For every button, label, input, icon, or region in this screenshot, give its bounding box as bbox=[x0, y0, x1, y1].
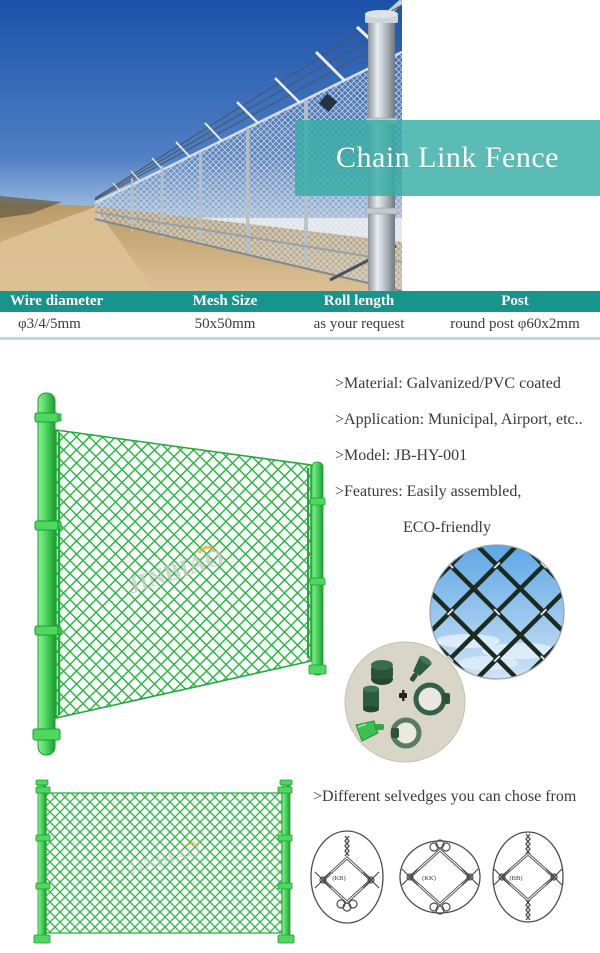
ring-clamp-icon bbox=[391, 720, 419, 746]
selvedge-label-bb: (BB) bbox=[509, 875, 523, 882]
spec-model: >Model: JB-HY-001 bbox=[335, 447, 468, 464]
header-wire-diameter: Wire diameter bbox=[10, 293, 104, 309]
selvedge-label-kb: (KB) bbox=[332, 875, 346, 882]
green-fence-front-render bbox=[30, 777, 298, 949]
spec-table-header-row bbox=[0, 291, 600, 312]
value-post: round post φ60x2mm bbox=[450, 316, 580, 332]
spec-text-block bbox=[335, 366, 597, 546]
spec-table bbox=[0, 291, 600, 340]
selvedge-diagrams bbox=[305, 828, 567, 928]
page-title: Chain Link Fence bbox=[336, 141, 559, 174]
selvedge-diagram-kb bbox=[311, 831, 383, 923]
header-roll-length: Roll length bbox=[323, 293, 395, 309]
fittings-photo bbox=[344, 641, 466, 763]
header-post: Post bbox=[501, 293, 529, 309]
title-banner bbox=[295, 120, 600, 196]
spec-features-2: ECO-friendly bbox=[403, 519, 491, 536]
value-mesh-size: 50x50mm bbox=[194, 316, 256, 332]
header-mesh-size: Mesh Size bbox=[192, 293, 258, 309]
spec-table-value-row bbox=[0, 312, 600, 337]
selvedge-heading: >Different selvedges you can chose from bbox=[313, 788, 577, 805]
svg-text:JINBIAO: JINBIAO bbox=[124, 544, 228, 600]
selvedge-label-kk: (KK) bbox=[422, 875, 436, 882]
sleeve-icon bbox=[363, 686, 379, 713]
green-fence-render bbox=[18, 385, 343, 765]
spec-material: >Material: Galvanized/PVC coated bbox=[335, 375, 561, 392]
value-wire-diameter: φ3/4/5mm bbox=[18, 316, 81, 332]
spec-features: >Features: Easily assembled, bbox=[335, 483, 522, 500]
teal-separator bbox=[0, 337, 600, 340]
value-roll-length: as your request bbox=[313, 316, 405, 332]
svg-text:JINBIAO: JINBIAO bbox=[125, 839, 203, 879]
selvedge-diagram-kk bbox=[400, 840, 480, 914]
selvedge-diagram-bb bbox=[493, 832, 563, 922]
spec-application: >Application: Municipal, Airport, etc.. bbox=[335, 411, 583, 428]
post-cap-icon bbox=[371, 660, 393, 685]
